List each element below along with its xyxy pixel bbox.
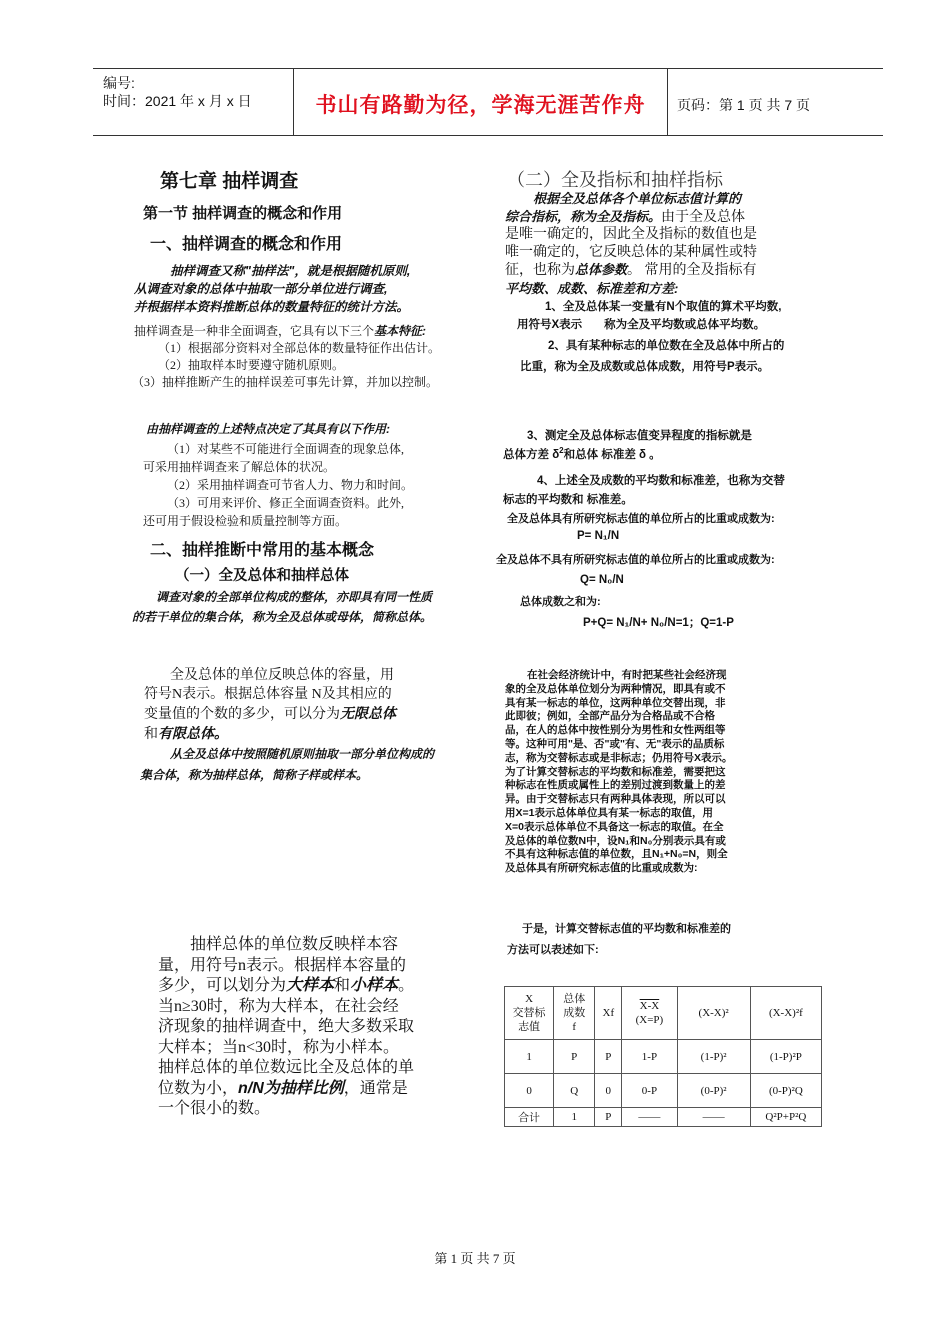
table-cell: 0 (505, 1074, 554, 1108)
paragraph-text: 变量值的个数的多少，可以分为 (144, 707, 340, 722)
alternate-mark-paragraph (505, 669, 785, 876)
paragraph-line: 当n≥30时，称为大样本，在社会经 (158, 997, 399, 1015)
superscript: 2 (559, 446, 564, 456)
paragraph-line (505, 261, 795, 280)
number-label: 编号: (103, 75, 135, 91)
paragraph-text: ，通常是 (343, 1079, 408, 1097)
paragraph-text: 。 (398, 977, 415, 994)
chapter-title: 第七章 抽样调查 (160, 171, 299, 192)
table-header-cell: (X-X)²f (750, 987, 821, 1040)
table-cell: P (595, 1040, 622, 1074)
paragraph-line: X=0表示总体单位不具备这一标志的取值。在全 (505, 820, 724, 833)
paragraph-line: 异。由于交替标志只有两种具体表现，所以可以 (505, 793, 726, 806)
subsection-title-2-1: （一）全及总体和抽样总体 (175, 568, 349, 584)
feature-item: （2）抽取样本时要遵守随机原则。 (158, 358, 345, 372)
sum-text: 总体成数之和为: (520, 596, 601, 608)
definition-line: 并根据样本资料推断总体的数量特征的统计方法。 (134, 300, 410, 314)
paragraph-line: 大样本；当n<30时，称为小样本。 (158, 1038, 400, 1056)
header-meta-cell (93, 69, 293, 135)
paragraph-line: 根据全及总体各个单位标志值计算的 (533, 191, 742, 206)
paragraph-line (505, 208, 795, 227)
sample-definition (140, 744, 470, 786)
emph-text: 综合指标，称为全及指标。 (505, 208, 662, 224)
table-cell: Q²P+P²Q (750, 1108, 821, 1127)
table-cell: 0-P (622, 1074, 677, 1108)
paragraph-line: 志，称为交替标志或是非标志；仍用符号X表示。 (505, 751, 733, 764)
definition-line: 集合体，称为抽样总体，简称子样或样本。 (140, 768, 369, 782)
page-footer: 第 1 页 共 7 页 (434, 1251, 516, 1266)
table-cell: P (595, 1108, 622, 1127)
paragraph-line: 种标志在性质或属性上的差别过渡到数量上的差 (505, 779, 726, 792)
header-text: (X=P) (635, 1014, 664, 1026)
header-motto-cell (293, 69, 668, 135)
item-text: 用符号X表示 (517, 319, 583, 331)
roles-intro: 由抽样调查的上述特点决定了其具有以下作用: (146, 422, 390, 436)
item-2-line-b: 比重，称为全及成数或总体成数，用符号P表示。 (520, 361, 770, 373)
emph-large-sample: 大样本 (286, 977, 335, 994)
paragraph-line: 量，用符号n表示。根据样本容量的 (158, 956, 407, 974)
emph-small-sample: 小样本 (350, 977, 399, 994)
table-cell: —— (622, 1108, 677, 1127)
feature-item: （1）根据部分资料对全部总体的数量特征作出估计。 (158, 341, 441, 355)
emph-infinite: 无限总体 (340, 705, 396, 721)
table-cell: (0-P)² (677, 1074, 750, 1108)
paragraph-line (144, 704, 444, 724)
roles-block (143, 440, 473, 530)
role-item: （3）可用来评价、修正全面调查资料。此外, (167, 496, 405, 510)
feature-intro (134, 323, 474, 340)
role-item: 还可用于假设检验和质量控制等方面。 (143, 514, 348, 528)
item-3-line-a: 3、测定全及总体标志值变异程度的指标就是 (527, 430, 752, 442)
table-header-cell (622, 987, 677, 1040)
ratio-2-formula: Q= N₀/N (580, 574, 624, 586)
ratio-1-formula: P= N₁/N (577, 530, 620, 542)
table-header-cell: Xf (595, 987, 622, 1040)
table-header-cell: (X-X)² (677, 987, 750, 1040)
table-cell: 1-P (622, 1040, 677, 1074)
population-definition (132, 587, 472, 627)
table-row (505, 1074, 822, 1108)
paragraph-text: 位数为小， (158, 1079, 239, 1097)
paragraph-line: 抽样总体的单位数反映样本容 (190, 936, 399, 953)
features-block (134, 323, 474, 391)
header-text: 总体 (563, 993, 586, 1005)
table-cell: (1-P)² (677, 1040, 750, 1074)
paragraph-line: 不具有这种标志值的单位数，且N₁+N₀=N，则全 (505, 848, 728, 861)
table-header-cell (554, 987, 595, 1040)
paragraph-text: 多少，可以划分为 (158, 977, 287, 994)
population-size-paragraph (144, 666, 444, 744)
feature-intro-emph: 基本特征: (374, 324, 427, 338)
header-text: f (572, 1021, 577, 1033)
feature-intro-text: 抽样调查是一种非全面调查，它具有以下三个 (134, 324, 375, 338)
paragraph-line: 平均数、成数、标准差和方差: (505, 280, 679, 296)
paragraph-line: 济现象的抽样调查中，绝大多数采取 (158, 1018, 415, 1035)
header-text: 交替标 (512, 1007, 546, 1019)
paragraph-text: 和 (334, 977, 351, 994)
definition-line: 从全及总体中按照随机原则抽取一部分单位构成的 (170, 747, 435, 761)
paragraph-line: 及总体的单位数N中，设N₁和N₀分别表示具有或 (505, 834, 726, 847)
role-item: （1）对某些不可能进行全面调查的现象总体, (167, 442, 405, 456)
table-header-cell (505, 987, 554, 1040)
paragraph-line (144, 724, 444, 744)
paragraph-text: 和 (144, 727, 158, 742)
definition-line: 抽样调查又称"抽样法"，就是根据随机原则, (170, 264, 411, 278)
table-cell: 1 (554, 1108, 595, 1127)
paragraph-line (158, 976, 458, 997)
role-item: 可采用抽样调查来了解总体的状况。 (143, 460, 336, 474)
page-header (93, 68, 883, 136)
header-text: X (525, 993, 534, 1005)
paragraph-line (158, 1079, 458, 1100)
paragraph-line: 在社会经济统计中，有时把某些社会经济现 (527, 669, 727, 681)
paragraph-text: 征，也称为 (505, 263, 575, 278)
paragraph-line: 用X=1表示总体单位具有某一标志的取值，用 (505, 806, 713, 819)
table-cell: (0-P)²Q (750, 1074, 821, 1108)
paragraph-line: 唯一确定的，它反映总体的某种属性或特 (505, 244, 757, 260)
item-text: 总体方差 δ (503, 449, 560, 461)
table-cell: P (554, 1040, 595, 1074)
sum-formula: P+Q= N₁/N+ N₀/N=1；Q=1-P (583, 617, 734, 629)
then-line-1: 于是，计算交替标志值的平均数和标准差的 (522, 923, 731, 935)
sample-size-paragraph (158, 935, 458, 1120)
item-text: 和总体 标准差 δ 。 (563, 449, 661, 461)
header-text: 志值 (518, 1021, 541, 1033)
emph-sampling-ratio: n/N为抽样比例 (238, 1079, 344, 1097)
item-1-line-a: 1、全及总体某一变量有N个取值的算术平均数, (545, 301, 782, 313)
paragraph-line: 具有某一标志的单位，这两种单位交替出现，非 (505, 696, 726, 709)
paragraph-line: 为了计算交替标志的平均数和标准差，需要把这 (505, 765, 726, 778)
paragraph-line: 全及总体的单位反映总体的容量，用 (170, 668, 394, 683)
item-4-line-b: 标志的平均数和 标准差。 (503, 494, 633, 506)
ratio-1-text: 全及总体具有所研究标志值的单位所占的比重或成数为: (507, 513, 775, 525)
paragraph-line: 一个很小的数。 (158, 1100, 271, 1117)
emph-text: 总体参数 (575, 262, 628, 277)
paragraph-line: 象的全及总体单位划分为两种情况，即具有或不 (505, 682, 726, 695)
table-cell: 1 (505, 1040, 554, 1074)
index-definition-paragraph (505, 190, 795, 297)
paragraph-line: 品，在人的总体中按性别分为男性和女性两组等 (505, 724, 726, 737)
item-2-line-a: 2、具有某种标志的单位数在全及总体中所占的 (548, 340, 785, 352)
emph-finite: 有限总体。 (158, 725, 228, 741)
then-line-2: 方法可以表述如下: (507, 944, 599, 956)
table-cell: 合计 (505, 1108, 554, 1127)
header-motto: 书山有路勤为径，学海无涯苦作舟 (315, 92, 646, 117)
table-row (505, 1040, 822, 1074)
right-subsection-title: （二）全及指标和抽样指标 (507, 170, 723, 190)
paragraph-line: 抽样总体的单位数远比全及总体的单 (158, 1059, 415, 1076)
paragraph-text: 由于全及总体 (661, 209, 746, 225)
table-cell: 0 (595, 1074, 622, 1108)
header-page-cell (667, 69, 883, 135)
table-cell: —— (677, 1108, 750, 1127)
header-text: 成数 (563, 1007, 586, 1019)
item-1-line-b (517, 316, 765, 332)
table-cell: (1-P)²P (750, 1040, 821, 1074)
definition-line: 的若干单位的集合体，称为全及总体或母体，简称总体。 (132, 610, 433, 624)
definition-line: 从调查对象的总体中抽取一部分单位进行调查, (134, 282, 388, 296)
paragraph-text: 。 常用的全及指标有 (627, 263, 757, 278)
item-4-line-a: 4、上述全及成数的平均数和标准差，也称为交替 (537, 475, 785, 487)
paragraph-line: 及总体具有所研究标志值的比重或成数为: (505, 862, 698, 875)
header-text: X-X (639, 1000, 660, 1012)
section-title: 第一节 抽样调查的概念和作用 (143, 205, 343, 222)
subsection-title-1: 一、抽样调查的概念和作用 (150, 236, 343, 253)
paragraph-line: 等。这种可用"是、否"或"有、无"表示的品质标 (505, 737, 725, 750)
definition-line: 调查对象的全部单位构成的整体，亦即具有同一性质 (156, 590, 433, 604)
role-item: （2）采用抽样调查可节省人力、物力和时间。 (167, 478, 414, 492)
header-page-info: 页码：第 1 页 共 7 页 (677, 97, 811, 113)
table-cell: Q (554, 1074, 595, 1108)
sampling-definition (134, 262, 464, 316)
feature-item: （3）抽样推断产生的抽样误差可事先计算，并加以控制。 (132, 375, 439, 389)
alternate-mark-table (504, 986, 822, 1127)
subsection-title-2: 二、抽样推断中常用的基本概念 (150, 542, 375, 559)
table-total-row (505, 1108, 822, 1127)
item-3-line-b (503, 446, 661, 462)
item-text: 称为全及平均数或总体平均数。 (604, 319, 766, 331)
table-header-row (505, 987, 822, 1040)
paragraph-line: 符号N表示。根据总体容量 N及其相应的 (144, 687, 392, 702)
time-label: 时间：2021 年 x 月 x 日 (103, 93, 252, 109)
paragraph-line: 是唯一确定的，因此全及指标的数值也是 (505, 227, 757, 242)
ratio-2-text: 全及总体不具有所研究标志值的单位所占的比重或成数为: (496, 554, 775, 566)
paragraph-line: 此即彼；例如，全部产品分为合格品或不合格 (505, 710, 715, 723)
